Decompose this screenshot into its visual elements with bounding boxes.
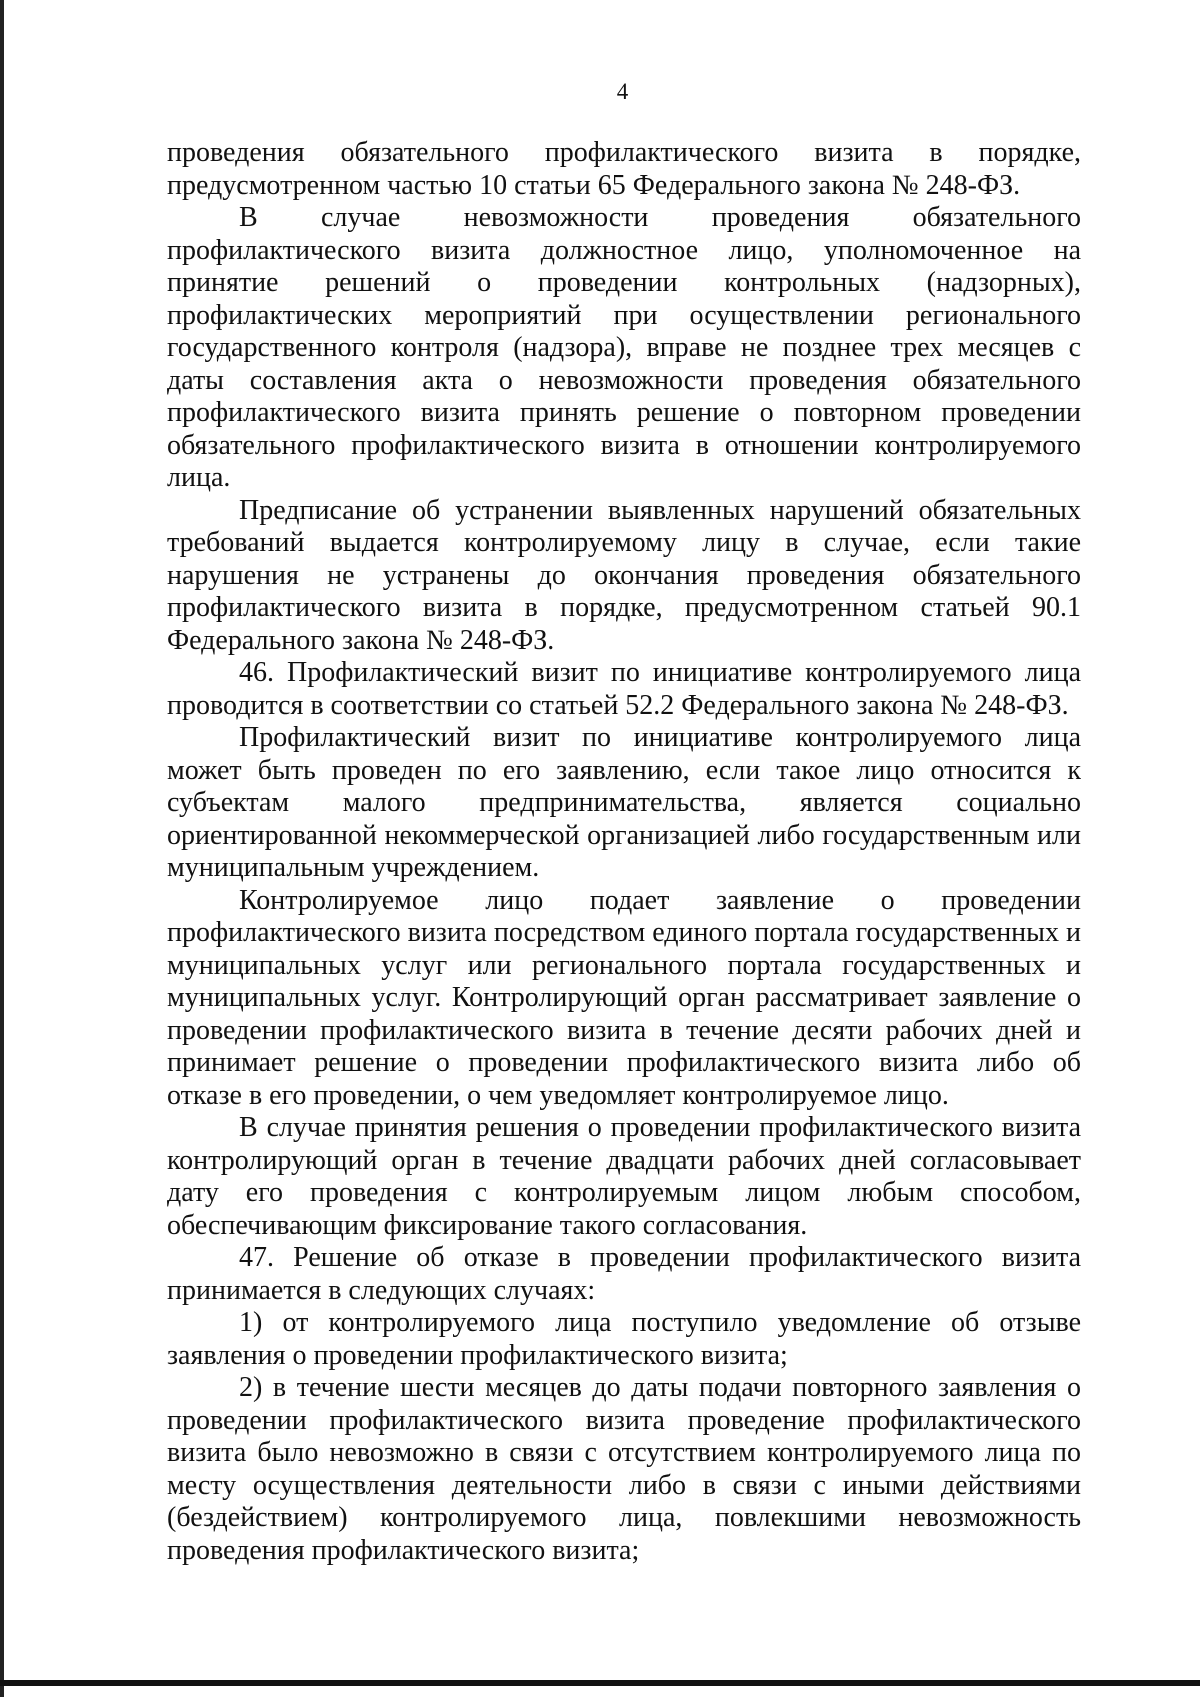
paragraph-continuation: проведения обязательного профилактического визита в порядке, предусмотренном частью 10 статьи 65 Федерального закона № 248-ФЗ. [167, 137, 1081, 201]
scan-edge-left [0, 0, 4, 1697]
page-body [167, 137, 1081, 1567]
paragraph-impossibility-repeat-visit: В случае невозможности проведения обязательного профилактического визита должностное лицо, уполномоченное на принятие решений о проведении контрольных (надзорных), профилактических мероприятий при осуществлении регионального государственного контроля (надзора), вправе не позднее трех месяцев с даты составления акта о невозможности проведения обязательного профилактического визита принять решение о повторном проведении обязательного профилактического визита в отношении контролируемого лица. [167, 202, 1081, 493]
paragraph-prescription: Предписание об устранении выявленных нарушений обязательных требований выдается контролируемому лицу в случае, если такие нарушения не устранены до окончания проведения обязательного профилактического визита в порядке, предусмотренном статьей 90.1 Федерального закона № 248-ФЗ. [167, 494, 1081, 656]
list-item-1: 1) от контролируемого лица поступило уведомление об отзыве заявления о проведении профилактического визита; [167, 1307, 1081, 1371]
paragraph-item-47: 47. Решение об отказе в проведении профилактического визита принимается в следующих случаях: [167, 1242, 1081, 1306]
paragraph-item-46: 46. Профилактический визит по инициативе контролируемого лица проводится в соответствии со статьей 52.2 Федерального закона № 248-ФЗ. [167, 657, 1081, 721]
paragraph-visit-by-application: Профилактический визит по инициативе контролируемого лица может быть проведен по его заявлению, если такое лицо относится к субъектам малого предпринимательства, является социально ориентированной некоммерческой организацией либо государственным или муниципальным учреждением. [167, 722, 1081, 883]
list-item-2: 2) в течение шести месяцев до даты подачи повторного заявления о проведении профилактического визита проведение профилактического визита было невозможно в связи с отсутствием контролируемого лица по месту осуществления деятельности либо в связи с иными действиями (бездействием) контролируемого лица, повлекшими невозможность проведения профилактического визита; [167, 1372, 1081, 1566]
scan-edge-bottom [0, 1680, 1200, 1686]
paragraph-application-procedure: Контролируемое лицо подает заявление о проведении профилактического визита посредством единого портала государственных и муниципальных услуг или регионального портала государственных и муниципальных услуг. Контролирующий орган рассматривает заявление о проведении профилактического визита в течение десяти рабочих дней и принимает решение о проведении профилактического визита либо об отказе в его проведении, о чем уведомляет контролируемое лицо. [167, 884, 1081, 1111]
paragraph-date-agreement: В случае принятия решения о проведении профилактического визита контролирующий орган в течение двадцати рабочих дней согласовывает дату его проведения с контролируемым лицом любым способом, обеспечивающим фиксирование такого согласования. [167, 1112, 1081, 1241]
page-number: 4 [616, 79, 629, 104]
